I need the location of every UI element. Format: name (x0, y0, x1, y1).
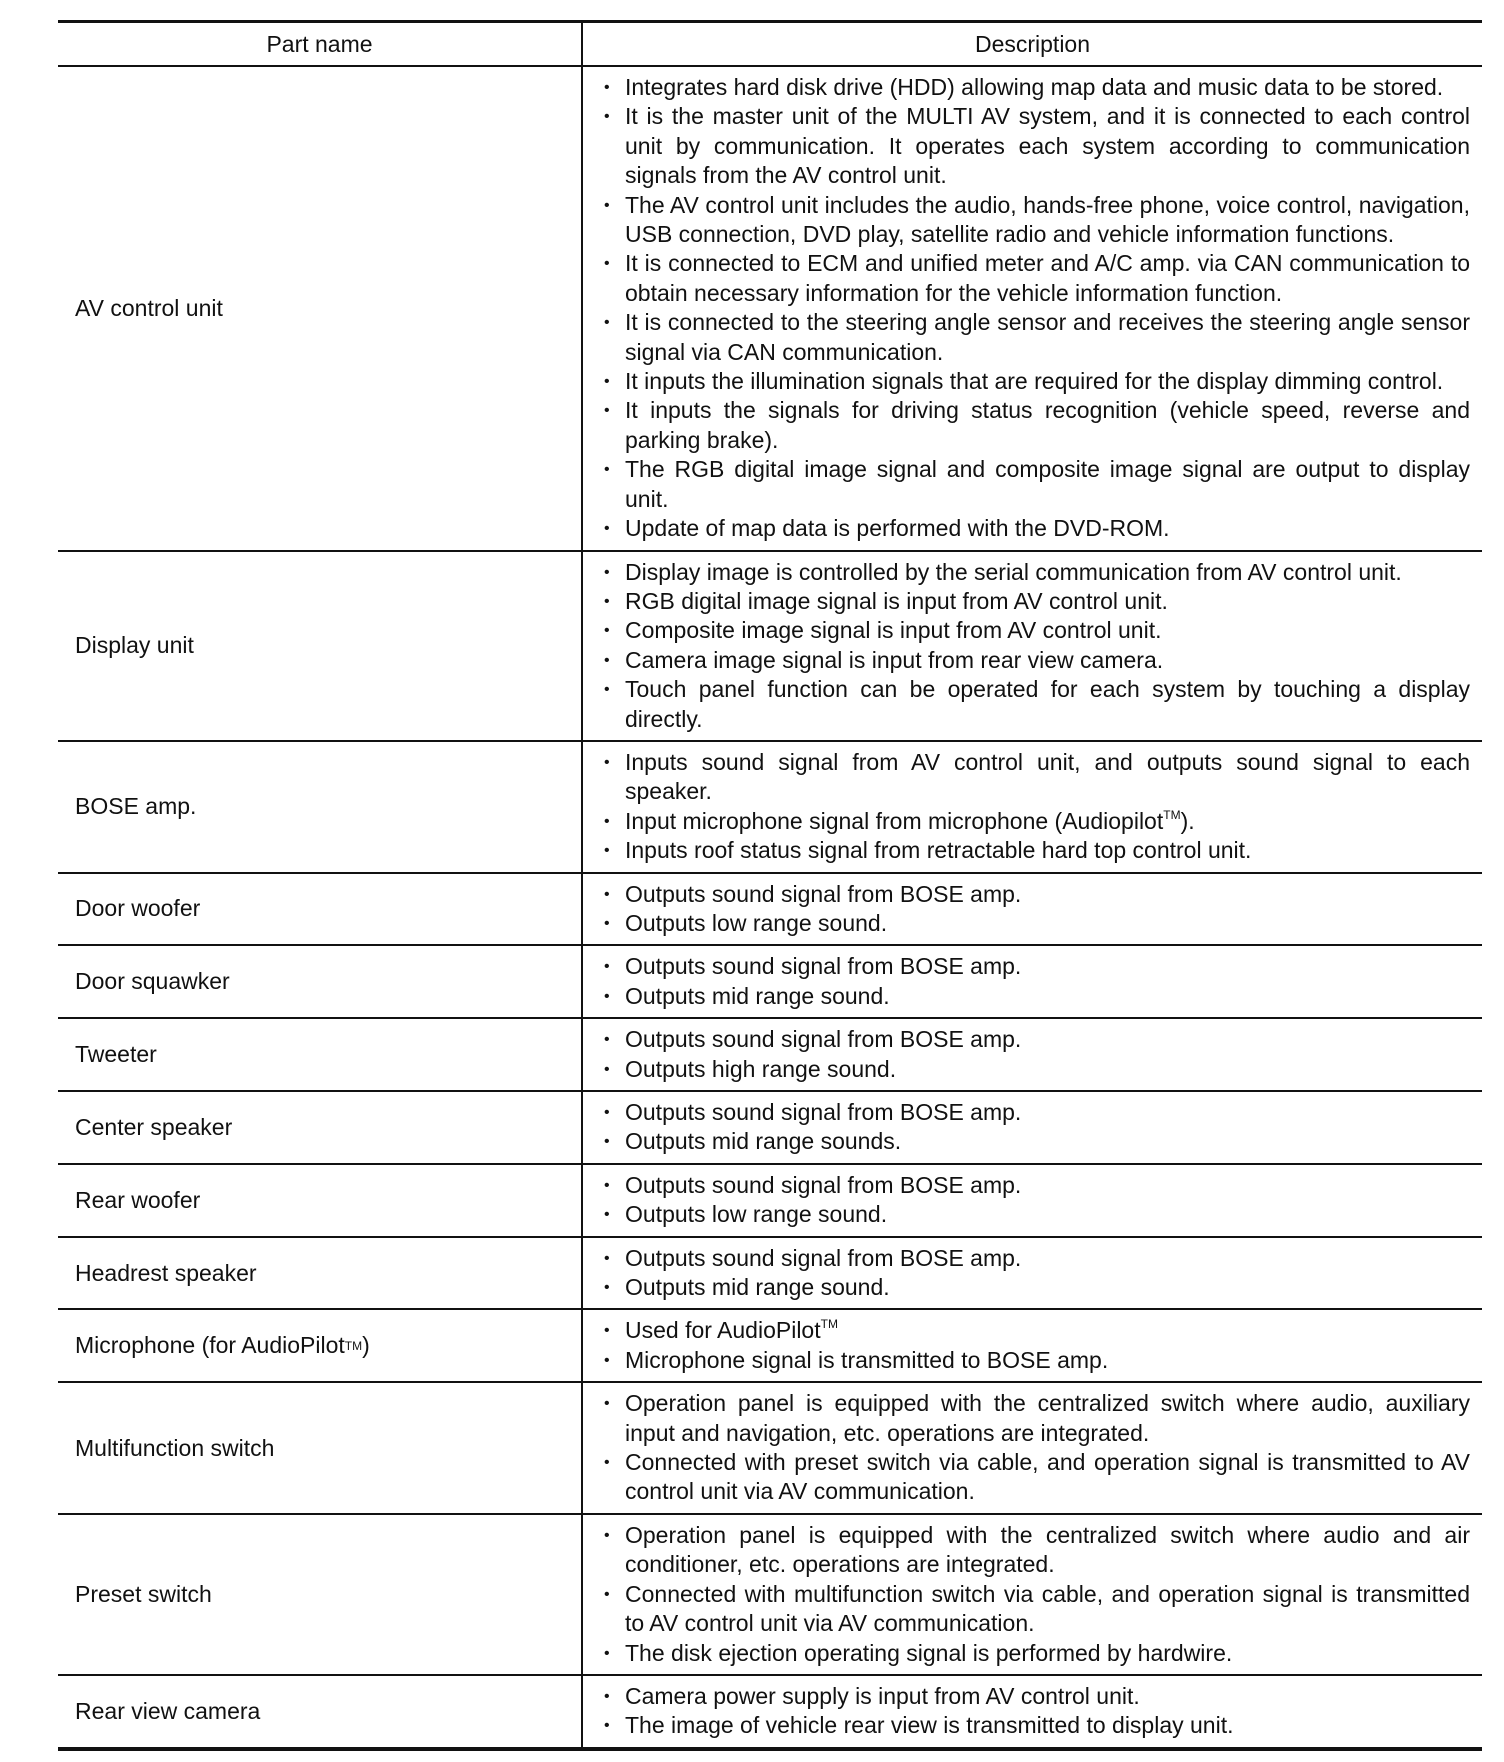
table-body (58, 65, 1482, 1747)
list-item: • Outputs sound signal from BOSE amp. (601, 1171, 1470, 1200)
part-name-cell: Rear woofer (58, 1165, 583, 1236)
part-name-cell: Display unit (58, 552, 583, 740)
header-part-name: Part name (58, 23, 583, 65)
part-name-cell: Center speaker (58, 1092, 583, 1163)
list-item: • Used for AudioPilot™ (601, 1316, 1470, 1345)
parts-table (58, 20, 1482, 1751)
description-cell (583, 552, 1482, 740)
part-name-cell: Headrest speaker (58, 1238, 583, 1309)
list-item: • Outputs sound signal from BOSE amp. (601, 880, 1470, 909)
list-item: • It is connected to the steering angle sensor and receives the steering angle sensor signal via CAN communication. (601, 308, 1470, 367)
list-item: • Touch panel function can be operated for each system by touching a display directly. (601, 675, 1470, 734)
description-cell (583, 1515, 1482, 1674)
list-item: • Outputs mid range sounds. (601, 1127, 1470, 1156)
table-row (58, 65, 1482, 550)
description-cell (583, 874, 1482, 945)
list-item: • The disk ejection operating signal is performed by hardwire. (601, 1639, 1470, 1668)
part-name-cell: Microphone (for AudioPilot TM ) (58, 1310, 583, 1381)
table-row (58, 1513, 1482, 1674)
description-cell (583, 1310, 1482, 1381)
list-item: • Outputs sound signal from BOSE amp. (601, 1098, 1470, 1127)
part-name-cell: Preset switch (58, 1515, 583, 1674)
description-cell (583, 742, 1482, 872)
description-list (601, 1389, 1470, 1507)
description-list (601, 1171, 1470, 1230)
list-item: • Update of map data is performed with the DVD-ROM. (601, 514, 1470, 543)
list-item: • Camera power supply is input from AV control unit. (601, 1682, 1470, 1711)
part-name-cell: BOSE amp. (58, 742, 583, 872)
list-item: • Integrates hard disk drive (HDD) allowing map data and music data to be stored. (601, 73, 1470, 102)
list-item: • Outputs low range sound. (601, 909, 1470, 938)
description-cell (583, 1238, 1482, 1309)
list-item: • Outputs sound signal from BOSE amp. (601, 952, 1470, 981)
list-item: • It is connected to ECM and unified meter and A/C amp. via CAN communication to obtain necessary information for the vehicle information function. (601, 249, 1470, 308)
part-name-cell: Multifunction switch (58, 1383, 583, 1513)
list-item: • Connected with preset switch via cable, and operation signal is transmitted to AV control unit via AV communication. (601, 1448, 1470, 1507)
list-item: • It inputs the signals for driving status recognition (vehicle speed, reverse and parking brake). (601, 396, 1470, 455)
table-row (58, 740, 1482, 872)
description-list (601, 1316, 1470, 1375)
part-name-cell: Rear view camera (58, 1676, 583, 1747)
part-name-cell: Tweeter (58, 1019, 583, 1090)
list-item: • Composite image signal is input from AV control unit. (601, 616, 1470, 645)
table-row (58, 550, 1482, 740)
list-item: • Microphone signal is transmitted to BOSE amp. (601, 1346, 1470, 1375)
description-list (601, 748, 1470, 866)
part-name-cell: Door squawker (58, 946, 583, 1017)
list-item: • RGB digital image signal is input from AV control unit. (601, 587, 1470, 616)
table-row (58, 1308, 1482, 1381)
description-cell (583, 67, 1482, 550)
description-list (601, 952, 1470, 1011)
list-item: • Operation panel is equipped with the centralized switch where audio and air conditioner, etc. operations are integrated. (601, 1521, 1470, 1580)
description-list (601, 73, 1470, 544)
description-list (601, 1682, 1470, 1741)
list-item: • Inputs sound signal from AV control unit, and outputs sound signal to each speaker. (601, 748, 1470, 807)
description-cell (583, 1165, 1482, 1236)
description-list (601, 1098, 1470, 1157)
list-item: • Outputs low range sound. (601, 1200, 1470, 1229)
table-row (58, 1674, 1482, 1747)
table-row (58, 1090, 1482, 1163)
list-item: • Input microphone signal from microphone (Audiopilot™). (601, 807, 1470, 836)
table-row (58, 1017, 1482, 1090)
description-list (601, 1521, 1470, 1668)
list-item: • Outputs sound signal from BOSE amp. (601, 1025, 1470, 1054)
part-name-cell: Door woofer (58, 874, 583, 945)
table-row (58, 1163, 1482, 1236)
description-cell (583, 1092, 1482, 1163)
table-row (58, 1381, 1482, 1513)
table-header (58, 23, 1482, 65)
header-description: Description (974, 30, 1091, 57)
description-cell (583, 1019, 1482, 1090)
list-item: • It is the master unit of the MULTI AV system, and it is connected to each control unit by communication. It operates each system according to communication signals from the AV control unit. (601, 102, 1470, 190)
part-name-cell: AV control unit (58, 67, 583, 550)
description-list (601, 1244, 1470, 1303)
list-item: • Camera image signal is input from rear view camera. (601, 646, 1470, 675)
description-list (601, 880, 1470, 939)
description-cell (583, 1383, 1482, 1513)
description-list (601, 1025, 1470, 1084)
table-row (58, 1236, 1482, 1309)
description-list (601, 558, 1470, 734)
table-row (58, 872, 1482, 945)
list-item: • Outputs sound signal from BOSE amp. (601, 1244, 1470, 1273)
description-cell (583, 946, 1482, 1017)
list-item: • Connected with multifunction switch via cable, and operation signal is transmitted to AV control unit via AV communication. (601, 1580, 1470, 1639)
list-item: • Outputs mid range sound. (601, 1273, 1470, 1302)
list-item: • The RGB digital image signal and composite image signal are output to display unit. (601, 455, 1470, 514)
list-item: • It inputs the illumination signals that are required for the display dimming control. (601, 367, 1470, 396)
table-row (58, 944, 1482, 1017)
list-item: • The image of vehicle rear view is transmitted to display unit. (601, 1711, 1470, 1740)
list-item: • The AV control unit includes the audio, hands-free phone, voice control, navigation, USB connection, DVD play, satellite radio and vehicle information functions. (601, 191, 1470, 250)
list-item: • Outputs mid range sound. (601, 982, 1470, 1011)
list-item: • Display image is controlled by the serial communication from AV control unit. (601, 558, 1470, 587)
description-cell (583, 1676, 1482, 1747)
list-item: • Outputs high range sound. (601, 1055, 1470, 1084)
list-item: • Inputs roof status signal from retractable hard top control unit. (601, 836, 1470, 865)
list-item: • Operation panel is equipped with the centralized switch where audio, auxiliary input and navigation, etc. operations are integrated. (601, 1389, 1470, 1448)
